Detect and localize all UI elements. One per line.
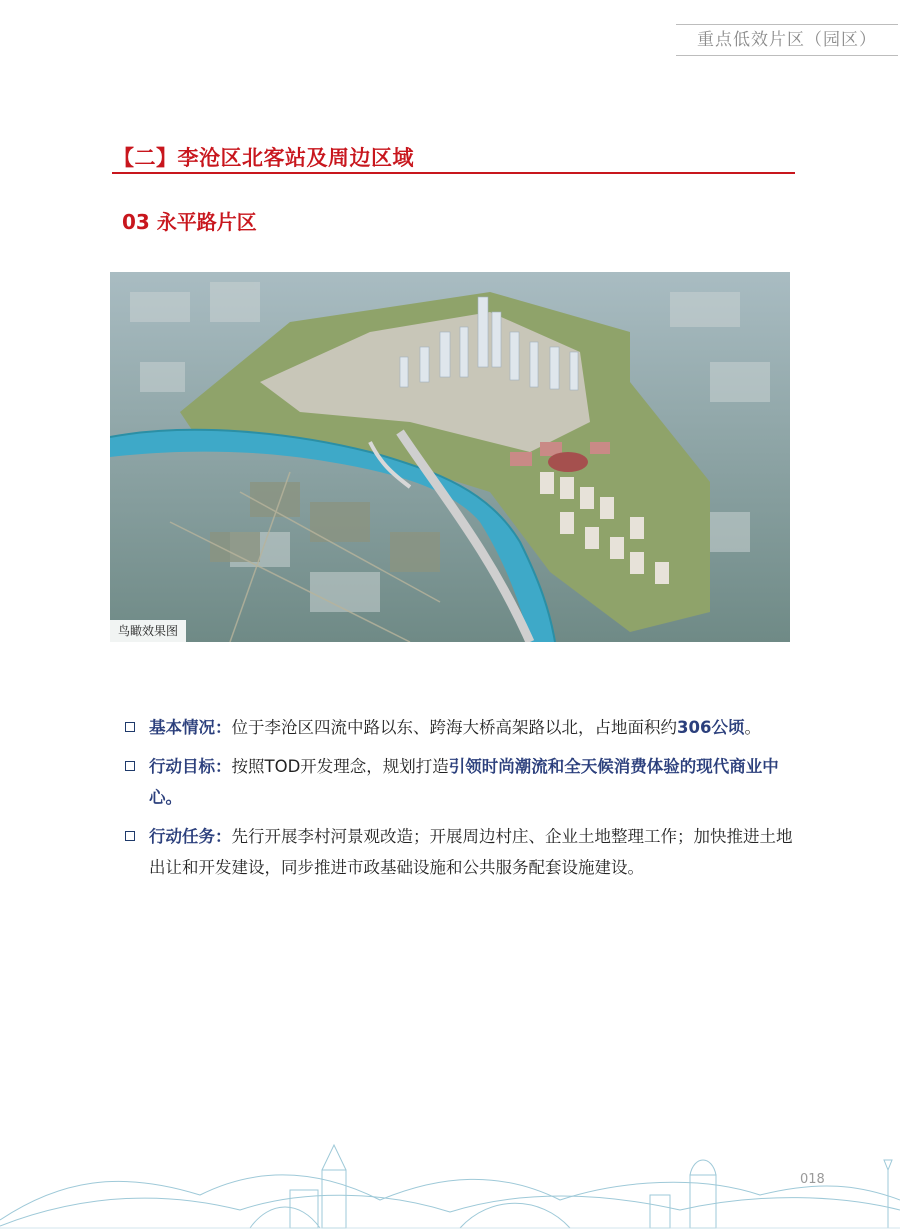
bullet-label: 行动任务： (149, 827, 232, 846)
subsection-title: 03 永平路片区 (122, 210, 257, 234)
header-tag: 重点低效片区（园区） (676, 24, 898, 56)
city-skyline-decoration (0, 1140, 900, 1231)
bullet-basic-info (125, 712, 800, 743)
bullet-text: 位于李沧区四流中路以东、跨海大桥高架路以北，占地面积约 (231, 718, 677, 737)
bullet-text: 先行开展李村河景观改造；开展周边村庄、企业土地整理工作；加快推进土地出让和开发建设，同步推进市政基础设施和公共服务配套设施建设。 (149, 827, 793, 877)
checkbox-square-icon (125, 831, 135, 841)
bullet-label: 基本情况： (149, 718, 232, 737)
bullet-text: 按照TOD开发理念，规划打造 (231, 757, 449, 776)
checkbox-square-icon (125, 722, 135, 732)
bullet-highlight: 引领时尚潮流和全天候消费体验的现代商业中心。 (149, 757, 779, 807)
bullet-list (125, 712, 800, 891)
bullet-tail: 。 (744, 718, 761, 737)
bullet-action-goal (125, 751, 800, 813)
aerial-rendering-image (110, 272, 790, 642)
section-title: 【二】李沧区北客站及周边区域 (113, 146, 414, 170)
bullet-highlight: 306公顷 (677, 718, 745, 737)
bullet-action-task (125, 821, 800, 883)
bullet-label: 行动目标： (149, 757, 232, 776)
aerial-view-illustration (110, 272, 790, 642)
page-number: 018 (800, 1172, 825, 1187)
checkbox-square-icon (125, 761, 135, 771)
figure-caption: 鸟瞰效果图 (110, 620, 186, 642)
title-divider (112, 172, 795, 174)
